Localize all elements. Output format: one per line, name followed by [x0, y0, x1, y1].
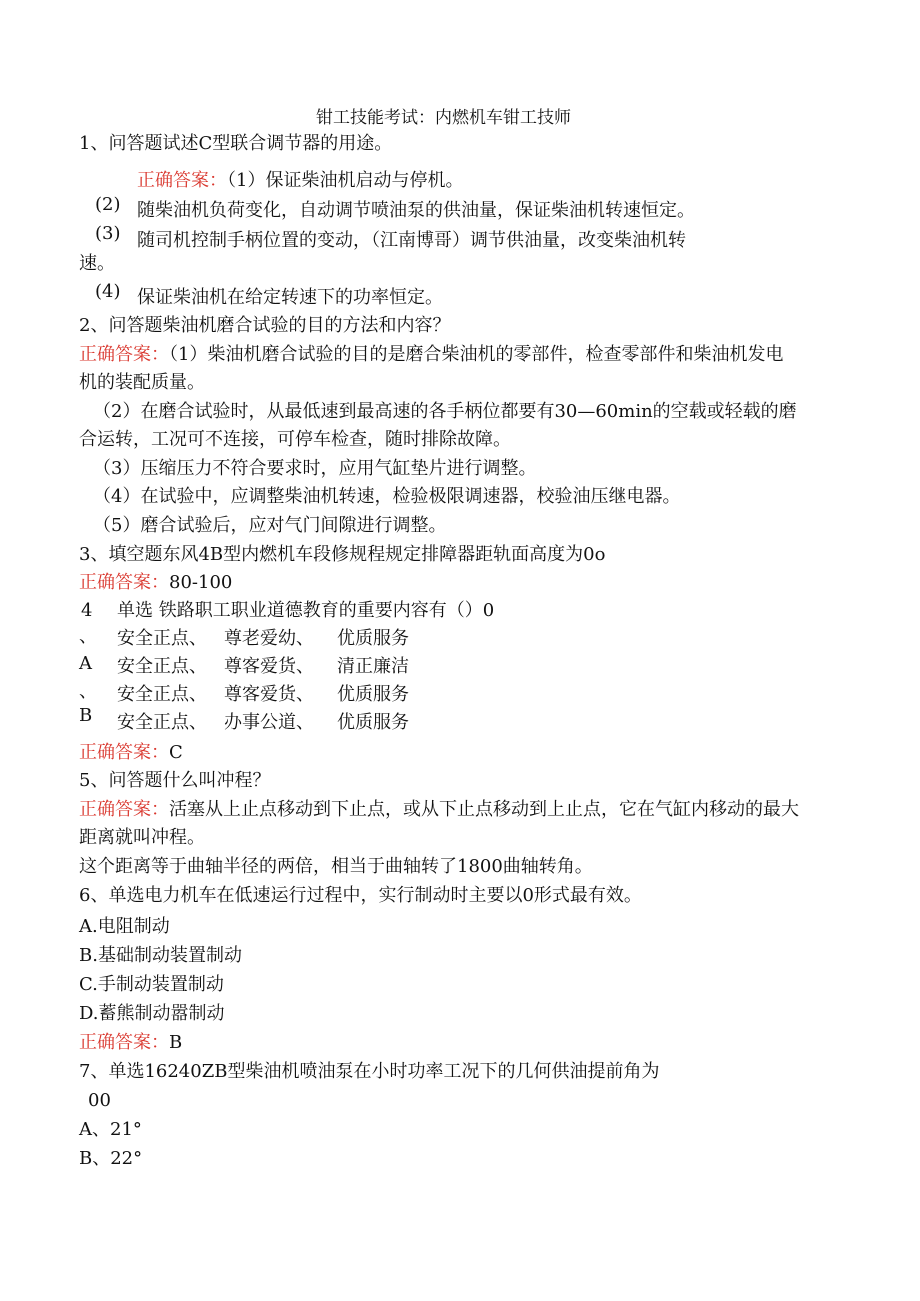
q2-answer-line-2-cont: 合运转，工况可不连接，可停车检查，随时排除故障。 — [79, 429, 511, 450]
answer-label: 正确答案： — [79, 742, 169, 763]
answer-label: 正确答案： — [79, 1032, 169, 1053]
question-6: 6、单选电力机车在低速运行过程中，实行制动时主要以0形式最有效。 — [79, 885, 642, 906]
q2-answer-line-5: （5）磨合试验后，应对气门间隙进行调整。 — [93, 515, 447, 536]
q1-answer-line-1: 正确答案：（1）保证柴油机启动与停机。 — [137, 170, 464, 191]
question-2: 2、问答题柴油机磨合试验的目的方法和内容？ — [79, 315, 451, 336]
q1-answer-line-2: 随柴油机负荷变化，自动调节喷油泵的供油量，保证柴油机转速恒定。 — [137, 200, 695, 221]
answer-label: 正确答案： — [79, 572, 169, 593]
q4-option-b-part-3: 清正廉洁 — [337, 656, 409, 677]
q4-option-c-part-2: 尊客爱货、 — [224, 684, 314, 705]
question-5: 5、问答题什么叫冲程？ — [79, 770, 271, 791]
q5-answer-line-2: 这个距离等于曲轴半径的两倍，相当于曲轴转了1800曲轴转角。 — [79, 856, 593, 877]
q4-option-b-part-2: 尊客爱货、 — [224, 656, 314, 677]
page-title: 钳工技能考试：内燃机车钳工技师 — [316, 108, 571, 128]
q1-answer-line-3: 随司机控制手柄位置的变动，（江南博哥）调节供油量，改变柴油机转 — [137, 230, 686, 251]
q2-answer-line-2: （2）在磨合试验时，从最低速到最高速的各手柄位都要有30—60min的空载或轻载的磨 — [93, 401, 797, 422]
q1-item-number-2: (2) — [95, 194, 121, 215]
q4-option-c-part-1: 安全正点、 — [117, 684, 207, 705]
q4-option-d-part-1: 安全正点、 — [117, 712, 207, 733]
q1-item-number-3: (3) — [95, 223, 121, 244]
q4-number: 4 — [81, 600, 93, 621]
answer-label: 正确答案： — [79, 799, 169, 820]
q6-answer: 正确答案：B — [79, 1032, 183, 1053]
question-7: 7、单选16240ZB型柴油机喷油泵在小时功率工况下的几何供油提前角为 — [79, 1061, 660, 1082]
q4-option-a-part-2: 尊老爱幼、 — [224, 628, 314, 649]
q2-answer-line-4: （4）在试验中，应调整柴油机转速，检验极限调速器，校验油压继电器。 — [93, 486, 681, 507]
q6-option-c: C.手制动装置制动 — [79, 974, 224, 995]
q1-item-number-4: (4) — [95, 281, 121, 302]
q3-answer: 正确答案：80-100 — [79, 572, 233, 593]
q7-option-b: B、22° — [79, 1148, 143, 1169]
answer-label: 正确答案： — [137, 170, 227, 191]
q1-answer-line-3-cont: 速。 — [79, 253, 115, 274]
q5-answer-line-1-cont: 距离就叫冲程。 — [79, 827, 205, 848]
q6-option-a: A.电阻制动 — [79, 916, 170, 937]
q4-answer: 正确答案：C — [79, 742, 183, 763]
question-4: 单选 铁路职工职业道德教育的重要内容有（）0 — [117, 600, 495, 621]
q4-side-mark: 、 — [79, 681, 97, 702]
q2-answer-line-1-cont: 机的装配质量。 — [79, 372, 205, 393]
question-1: 1、问答题试述C型联合调节器的用途。 — [79, 133, 393, 154]
q6-option-d: D.蓄熊制动嚣制动 — [79, 1003, 225, 1024]
q4-side-mark: B — [79, 705, 93, 726]
q2-answer-line-3: （3）压缩压力不符合要求时，应用气缸垫片进行调整。 — [93, 458, 537, 479]
q4-option-c-part-3: 优质服务 — [337, 684, 409, 705]
q5-answer-line-1: 正确答案：活塞从上止点移动到下止点，或从下止点移动到上止点，它在气缸内移动的最大 — [79, 799, 799, 820]
q7-option-a: A、21° — [79, 1119, 142, 1140]
q4-option-a-part-3: 优质服务 — [337, 628, 409, 649]
q4-side-mark: A — [79, 653, 92, 674]
q2-answer-line-1: 正确答案：（1）柴油机磨合试验的目的是磨合柴油机的零部件，检查零部件和柴油机发电 — [79, 344, 784, 365]
q4-side-mark: 、 — [79, 626, 97, 647]
q4-option-d-part-3: 优质服务 — [337, 712, 409, 733]
q4-option-b-part-1: 安全正点、 — [117, 656, 207, 677]
q4-option-a-part-1: 安全正点、 — [117, 628, 207, 649]
q4-option-d-part-2: 办事公道、 — [224, 712, 314, 733]
question-7-cont: 00 — [88, 1090, 111, 1111]
q6-option-b: B.基础制动装置制动 — [79, 945, 242, 966]
answer-label: 正确答案： — [79, 344, 169, 365]
q1-answer-line-4: 保证柴油机在给定转速下的功率恒定。 — [137, 287, 443, 308]
question-3: 3、填空题东风4B型内燃机车段修规程规定排障器距轨面高度为0o — [79, 544, 606, 565]
